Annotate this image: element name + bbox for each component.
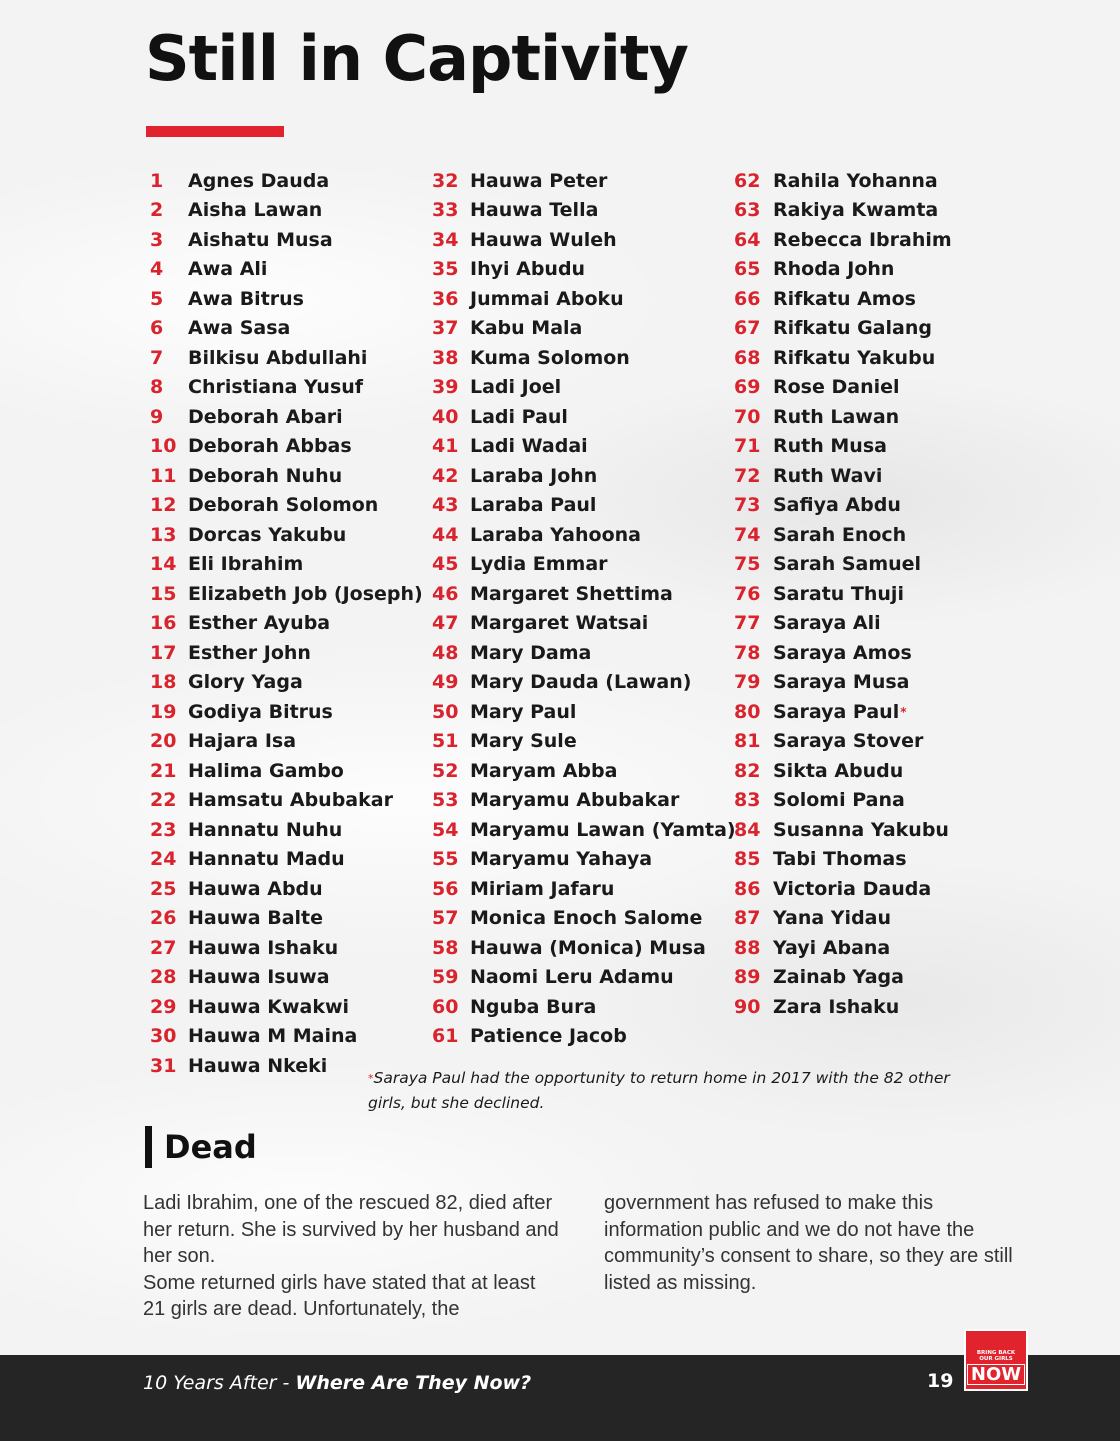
name-row (150, 727, 423, 757)
name-row (734, 815, 952, 845)
name-number: 25 (150, 877, 177, 900)
page-number: 19 (927, 1370, 954, 1392)
name-text: Rahila Yohanna (773, 169, 938, 192)
name-row (734, 579, 952, 609)
name-number: 85 (734, 848, 761, 871)
dead-heading-bar (145, 1126, 152, 1168)
name-text: Sarah Samuel (773, 553, 922, 576)
name-text: Hannatu Madu (188, 848, 345, 871)
name-text: Godiya Bitrus (188, 700, 333, 723)
name-text: Agnes Dauda (188, 169, 330, 192)
name-text: Ladi Paul (470, 405, 568, 428)
name-number: 81 (734, 730, 761, 753)
name-number: 54 (432, 818, 459, 841)
name-text: Yayi Abana (773, 936, 891, 959)
name-number: 90 (734, 995, 761, 1018)
name-number: 19 (150, 700, 177, 723)
name-row (432, 815, 736, 845)
name-row (432, 638, 736, 668)
name-row (432, 432, 736, 462)
name-row (432, 609, 736, 639)
name-text: Saraya Paul (773, 700, 900, 723)
name-row (150, 166, 423, 196)
name-text: Laraba Yahoona (470, 523, 641, 546)
name-text: Deborah Nuhu (188, 464, 343, 487)
name-number: 63 (734, 199, 761, 222)
name-number: 73 (734, 494, 761, 517)
name-text: Saraya Musa (773, 671, 910, 694)
name-text: Maryam Abba (470, 759, 618, 782)
name-number: 60 (432, 995, 459, 1018)
name-number: 64 (734, 228, 761, 251)
name-row (150, 432, 423, 462)
name-text: Rakiya Kwamta (773, 199, 939, 222)
name-text: Rifkatu Yakubu (773, 346, 936, 369)
name-row (734, 196, 952, 226)
name-number: 88 (734, 936, 761, 959)
name-text: Hauwa Balte (188, 907, 324, 930)
name-text: Glory Yaga (188, 671, 303, 694)
name-row (734, 668, 952, 698)
title-underline (146, 126, 284, 137)
name-number: 71 (734, 435, 761, 458)
name-row (432, 343, 736, 373)
footer-prefix: 10 Years After - (143, 1372, 296, 1394)
name-number: 8 (150, 376, 164, 399)
name-text: Tabi Thomas (773, 848, 907, 871)
name-text: Ruth Musa (773, 435, 887, 458)
name-row (734, 638, 952, 668)
name-number: 87 (734, 907, 761, 930)
name-row (734, 314, 952, 344)
name-number: 44 (432, 523, 459, 546)
name-number: 58 (432, 936, 459, 959)
logo-line-2: OUR GIRLS (979, 1356, 1013, 1362)
name-text: Hauwa Nkeki (188, 1054, 328, 1077)
name-number: 27 (150, 936, 177, 959)
name-number: 33 (432, 199, 459, 222)
name-row (150, 314, 423, 344)
name-text: Margaret Shettima (470, 582, 673, 605)
name-number: 83 (734, 789, 761, 812)
name-text: Miriam Jafaru (470, 877, 615, 900)
name-number: 42 (432, 464, 459, 487)
name-row (734, 373, 952, 403)
name-number: 51 (432, 730, 459, 753)
name-text: Ladi Joel (470, 376, 562, 399)
name-number: 28 (150, 966, 177, 989)
name-text: Saraya Ali (773, 612, 881, 635)
name-text: Sarah Enoch (773, 523, 907, 546)
name-row (432, 255, 736, 285)
name-row (150, 579, 423, 609)
name-row (150, 638, 423, 668)
name-row (150, 874, 423, 904)
name-row (150, 933, 423, 963)
name-number: 49 (432, 671, 459, 694)
dead-paragraph-right: government has refused to make this information public and we do not have the community’s consent to share, so they are still listed as missing. (604, 1192, 1013, 1294)
name-row (150, 963, 423, 993)
name-number: 4 (150, 258, 164, 281)
name-text: Rhoda John (773, 258, 895, 281)
name-number: 65 (734, 258, 761, 281)
name-text: Dorcas Yakubu (188, 523, 347, 546)
name-row (432, 697, 736, 727)
name-row (734, 786, 952, 816)
name-row (734, 432, 952, 462)
name-text: Patience Jacob (470, 1025, 627, 1048)
name-row (734, 255, 952, 285)
name-number: 52 (432, 759, 459, 782)
name-row (734, 225, 952, 255)
name-text: Safiya Abdu (773, 494, 901, 517)
name-number: 55 (432, 848, 459, 871)
name-text: Lydia Emmar (470, 553, 608, 576)
name-number: 3 (150, 228, 164, 251)
name-text: Awa Bitrus (188, 287, 304, 310)
name-number: 40 (432, 405, 459, 428)
name-row (734, 402, 952, 432)
name-text: Hamsatu Abubakar (188, 789, 393, 812)
name-number: 31 (150, 1054, 177, 1077)
footnote (368, 1066, 988, 1116)
name-number: 35 (432, 258, 459, 281)
name-row (150, 284, 423, 314)
name-text: Laraba Paul (470, 494, 597, 517)
name-text: Mary Dama (470, 641, 592, 664)
name-text: Deborah Solomon (188, 494, 379, 517)
name-text: Hauwa Wuleh (470, 228, 617, 251)
name-text: Christiana Yusuf (188, 376, 364, 399)
name-number: 69 (734, 376, 761, 399)
name-text: Deborah Abbas (188, 435, 352, 458)
name-text: Ruth Lawan (773, 405, 900, 428)
name-text: Aisha Lawan (188, 199, 323, 222)
name-number: 16 (150, 612, 177, 635)
name-number: 5 (150, 287, 164, 310)
name-text: Awa Ali (188, 258, 268, 281)
name-text: Hauwa (Monica) Musa (470, 936, 706, 959)
name-number: 75 (734, 553, 761, 576)
name-number: 84 (734, 818, 761, 841)
name-row (432, 845, 736, 875)
name-row (432, 461, 736, 491)
name-number: 38 (432, 346, 459, 369)
name-text: Yana Yidau (773, 907, 892, 930)
name-number: 14 (150, 553, 177, 576)
name-number: 48 (432, 641, 459, 664)
name-row (150, 609, 423, 639)
name-row (734, 904, 952, 934)
name-number: 39 (432, 376, 459, 399)
name-text: Sikta Abudu (773, 759, 904, 782)
name-row (432, 314, 736, 344)
name-text: Mary Sule (470, 730, 577, 753)
name-row (734, 963, 952, 993)
name-row (150, 491, 423, 521)
name-text: Bilkisu Abdullahi (188, 346, 368, 369)
name-text: Ruth Wavi (773, 464, 883, 487)
name-number: 56 (432, 877, 459, 900)
name-row (734, 845, 952, 875)
name-text: Esther John (188, 641, 311, 664)
name-text: Rifkatu Amos (773, 287, 916, 310)
name-row (432, 579, 736, 609)
name-number: 7 (150, 346, 164, 369)
name-text: Maryamu Lawan (Yamta) (470, 818, 736, 841)
name-number: 12 (150, 494, 177, 517)
name-text: Mary Paul (470, 700, 577, 723)
name-text: Saraya Amos (773, 641, 912, 664)
name-number: 10 (150, 435, 177, 458)
name-number: 1 (150, 169, 164, 192)
name-number: 29 (150, 995, 177, 1018)
name-row (734, 727, 952, 757)
name-number: 24 (150, 848, 177, 871)
name-row (150, 520, 423, 550)
name-number: 45 (432, 553, 459, 576)
name-row (150, 845, 423, 875)
name-number: 67 (734, 317, 761, 340)
name-number: 6 (150, 317, 164, 340)
name-text: Kabu Mala (470, 317, 583, 340)
name-row (150, 697, 423, 727)
name-row (150, 668, 423, 698)
footnote-reference-mark: * (900, 704, 907, 719)
name-row (734, 874, 952, 904)
name-row (734, 992, 952, 1022)
name-text: Naomi Leru Adamu (470, 966, 674, 989)
name-text: Kuma Solomon (470, 346, 630, 369)
name-number: 43 (432, 494, 459, 517)
name-row (150, 461, 423, 491)
name-text: Hauwa Kwakwi (188, 995, 350, 1018)
name-text: Aishatu Musa (188, 228, 333, 251)
name-text: Laraba John (470, 464, 598, 487)
name-number: 72 (734, 464, 761, 487)
name-row (432, 196, 736, 226)
name-text: Hauwa Ishaku (188, 936, 339, 959)
name-text: Hannatu Nuhu (188, 818, 343, 841)
name-row (150, 786, 423, 816)
name-text: Jummai Aboku (470, 287, 624, 310)
name-number: 18 (150, 671, 177, 694)
name-text: Rifkatu Galang (773, 317, 932, 340)
name-number: 89 (734, 966, 761, 989)
name-text: Margaret Watsai (470, 612, 649, 635)
name-row (432, 550, 736, 580)
name-number: 53 (432, 789, 459, 812)
name-number: 36 (432, 287, 459, 310)
name-row (150, 815, 423, 845)
name-number: 57 (432, 907, 459, 930)
name-text: Halima Gambo (188, 759, 344, 782)
name-text: Hauwa Tella (470, 199, 599, 222)
logo-now: NOW (967, 1364, 1025, 1385)
name-row (150, 343, 423, 373)
name-number: 80 (734, 700, 761, 723)
name-text: Awa Sasa (188, 317, 291, 340)
name-text: Hauwa M Maina (188, 1025, 358, 1048)
name-row (734, 461, 952, 491)
name-number: 32 (432, 169, 459, 192)
name-text: Eli Ibrahim (188, 553, 304, 576)
name-row (150, 373, 423, 403)
name-text: Solomi Pana (773, 789, 905, 812)
name-row (432, 225, 736, 255)
name-text: Rose Daniel (773, 376, 900, 399)
name-number: 46 (432, 582, 459, 605)
name-text: Hajara Isa (188, 730, 297, 753)
name-row (432, 963, 736, 993)
name-number: 70 (734, 405, 761, 428)
name-number: 34 (432, 228, 459, 251)
name-text: Hauwa Peter (470, 169, 608, 192)
name-row (150, 402, 423, 432)
name-text: Deborah Abari (188, 405, 343, 428)
name-text: Mary Dauda (Lawan) (470, 671, 692, 694)
name-number: 21 (150, 759, 177, 782)
names-column-2 (432, 166, 736, 1051)
name-number: 74 (734, 523, 761, 546)
name-row (432, 491, 736, 521)
name-number: 68 (734, 346, 761, 369)
name-row (432, 992, 736, 1022)
name-number: 77 (734, 612, 761, 635)
name-number: 23 (150, 818, 177, 841)
footer-title: Where Are They Now? (295, 1372, 532, 1394)
name-number: 76 (734, 582, 761, 605)
logo-line-1: BRING BACK (976, 1350, 1016, 1356)
name-row (432, 933, 736, 963)
name-text: Ihyi Abudu (470, 258, 586, 281)
name-number: 78 (734, 641, 761, 664)
name-row (150, 225, 423, 255)
name-row (734, 933, 952, 963)
name-number: 50 (432, 700, 459, 723)
name-number: 82 (734, 759, 761, 782)
name-text: Susanna Yakubu (773, 818, 949, 841)
name-number: 22 (150, 789, 177, 812)
name-number: 41 (432, 435, 459, 458)
name-row (432, 1022, 736, 1052)
name-number: 11 (150, 464, 177, 487)
name-text: Ladi Wadai (470, 435, 588, 458)
name-text: Esther Ayuba (188, 612, 331, 635)
name-number: 20 (150, 730, 177, 753)
name-text: Maryamu Abubakar (470, 789, 680, 812)
name-number: 79 (734, 671, 761, 694)
name-text: Hauwa Isuwa (188, 966, 330, 989)
name-row (734, 609, 952, 639)
name-row (734, 756, 952, 786)
name-row (734, 550, 952, 580)
footnote-text: Saraya Paul had the opportunity to return home in 2017 with the 82 other girls, but she declined. (368, 1069, 950, 1112)
footnote-mark: * (368, 1072, 374, 1085)
name-text: Elizabeth Job (Joseph) (188, 582, 423, 605)
name-row (734, 491, 952, 521)
page-title: Still in Captivity (145, 22, 688, 95)
name-row (150, 255, 423, 285)
name-row (734, 697, 952, 727)
name-row (432, 727, 736, 757)
names-column-1 (150, 166, 423, 1081)
names-column-3 (734, 166, 952, 1022)
name-text: Maryamu Yahaya (470, 848, 653, 871)
name-text: Victoria Dauda (773, 877, 932, 900)
name-number: 30 (150, 1025, 177, 1048)
name-number: 47 (432, 612, 459, 635)
name-row (150, 904, 423, 934)
name-row (432, 874, 736, 904)
name-row (734, 166, 952, 196)
name-row (432, 904, 736, 934)
name-row (150, 1022, 423, 1052)
footer-publication-title (143, 1372, 531, 1394)
name-number: 9 (150, 405, 164, 428)
name-number: 61 (432, 1025, 459, 1048)
name-number: 26 (150, 907, 177, 930)
name-row (734, 343, 952, 373)
name-row (432, 373, 736, 403)
dead-paragraph-left: Ladi Ibrahim, one of the rescued 82, died after her return. She is survived by her husband and her son. Some returned girls have stated that at least 21 girls are dead. Unfortunately, the (143, 1192, 559, 1320)
name-number: 62 (734, 169, 761, 192)
name-number: 86 (734, 877, 761, 900)
name-number: 37 (432, 317, 459, 340)
name-number: 13 (150, 523, 177, 546)
name-row (432, 284, 736, 314)
name-row (150, 756, 423, 786)
name-row (150, 196, 423, 226)
name-text: Zainab Yaga (773, 966, 904, 989)
name-text: Saraya Stover (773, 730, 924, 753)
name-text: Rebecca Ibrahim (773, 228, 952, 251)
bring-back-our-girls-logo (964, 1329, 1028, 1391)
name-row (432, 756, 736, 786)
name-text: Zara Ishaku (773, 995, 900, 1018)
name-row (432, 668, 736, 698)
name-number: 17 (150, 641, 177, 664)
name-row (150, 550, 423, 580)
page-footer (0, 1355, 1120, 1441)
name-number: 2 (150, 199, 164, 222)
name-number: 59 (432, 966, 459, 989)
name-text: Saratu Thuji (773, 582, 904, 605)
dead-heading: Dead (164, 1128, 257, 1166)
name-row (432, 402, 736, 432)
name-row (150, 992, 423, 1022)
name-row (432, 520, 736, 550)
name-row (432, 166, 736, 196)
name-number: 15 (150, 582, 177, 605)
name-row (734, 284, 952, 314)
name-number: 66 (734, 287, 761, 310)
name-row (734, 520, 952, 550)
name-row (432, 786, 736, 816)
name-text: Hauwa Abdu (188, 877, 323, 900)
name-text: Monica Enoch Salome (470, 907, 703, 930)
name-text: Nguba Bura (470, 995, 597, 1018)
